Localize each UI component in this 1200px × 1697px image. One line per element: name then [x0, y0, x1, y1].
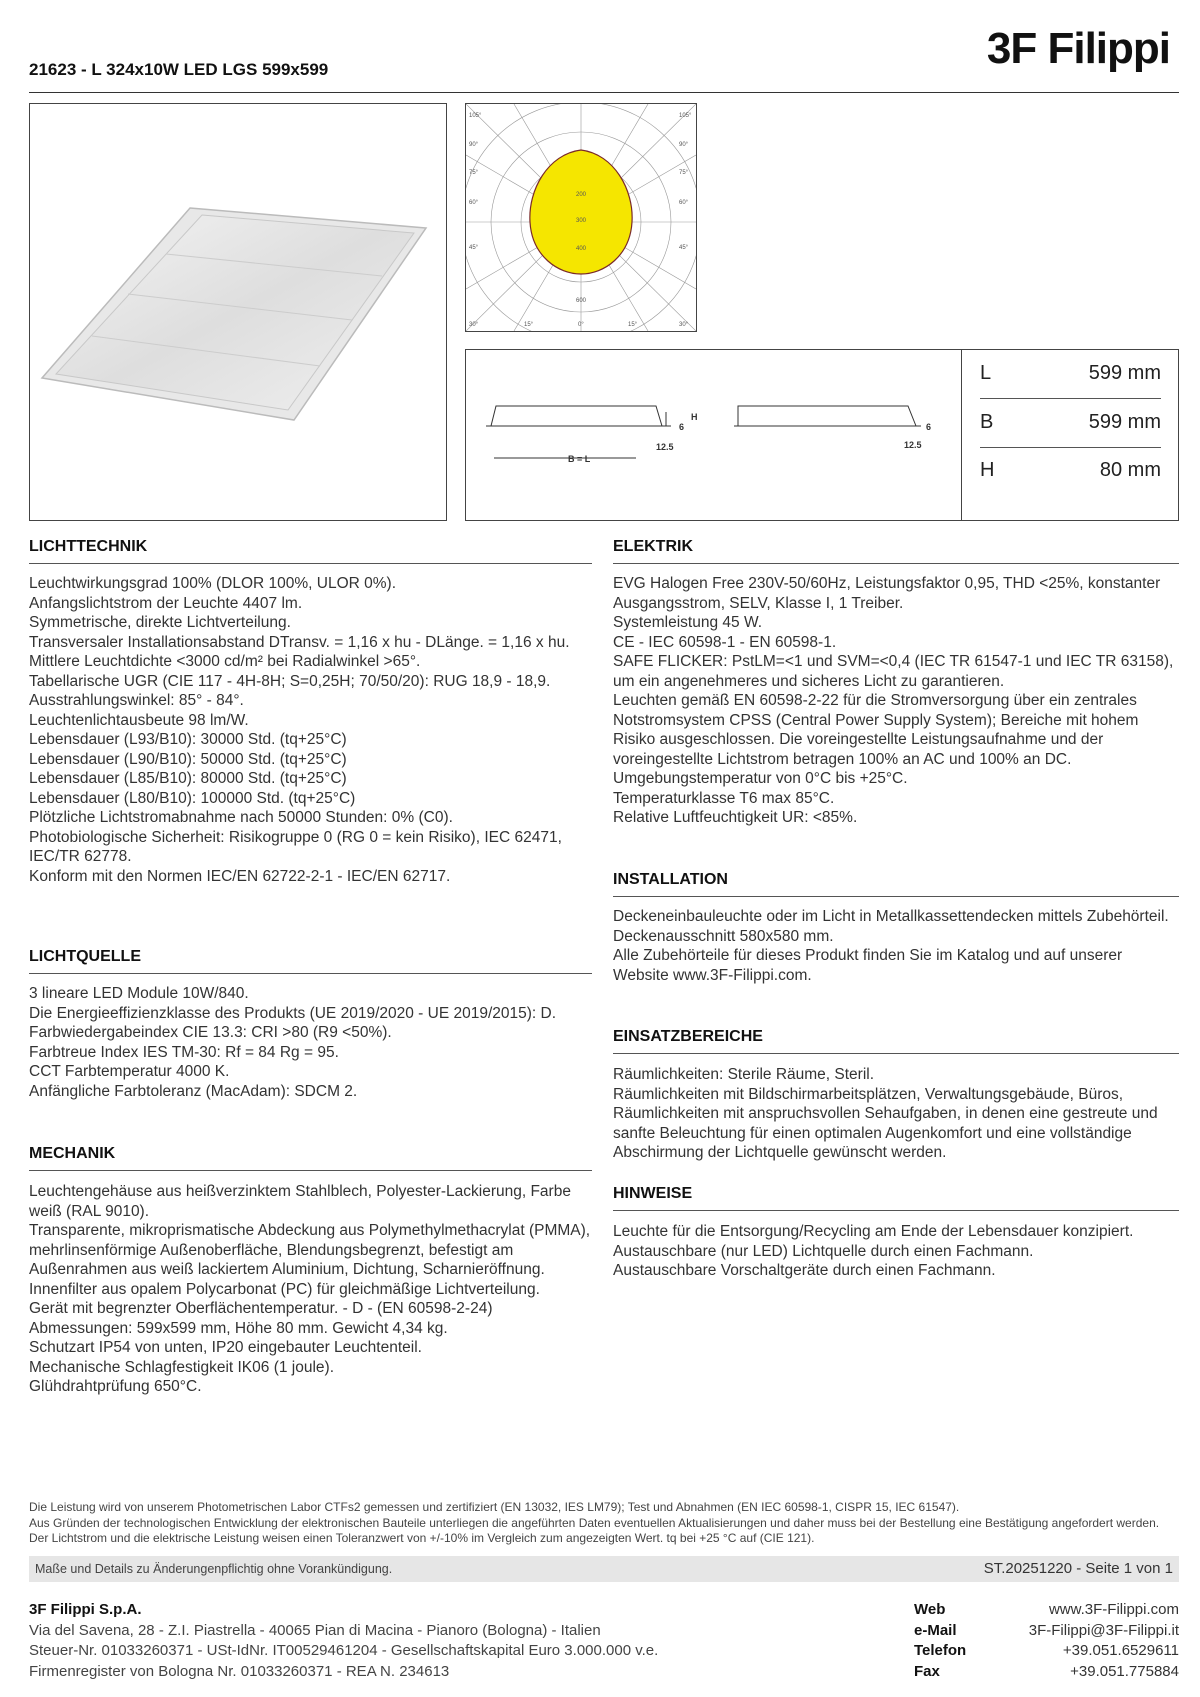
polar-right-label: 105°: [679, 113, 692, 119]
section-body-mechanik: [29, 1182, 592, 1397]
text-line: Leuchten gemäß EN 60598-2-22 für die Stromversorgung über ein zentrales Notstromsystem CPSS (Central Power Supply System); Bereiche mit hohem Risiko ausgeschlossen. Die voreingestellte Leistungsaufnahme und der voreingestellte Lichtstrom betragen 100% an AC und 100% an DC.: [613, 692, 1139, 768]
text-line: Gerät mit begrenzter Oberflächentemperatur. - D - (EN 60598-2-24): [29, 1300, 493, 1317]
text-line: Transparente, mikroprismatische Abdeckung aus Polymethylmethacrylat (PMMA), mehrlinsenförmige Außenoberfläche, Blendungsbegrenzt, befestigt am Außenrahmen aus weiß lackiertem Aluminium, Dichtung, Scharnieröffnung.: [29, 1222, 591, 1278]
text-line: Innenfilter aus opalem Polycarbonat (PC) für gleichmäßige Lichtverteilung.: [29, 1280, 540, 1298]
polar-bottom-label: 15°: [524, 322, 534, 328]
polar-right-label: 90°: [679, 142, 689, 148]
text-line: 3 lineare LED Module 10W/840.: [29, 985, 249, 1002]
text-line: Alle Zubehörteile für dieses Produkt finden Sie im Katalog und auf unserer Website www.3F-Filippi.com.: [613, 947, 1123, 984]
text-line: Umgebungstemperatur von 0°C bis +25°C.: [613, 770, 908, 787]
contact-row-fax: [914, 1662, 1179, 1683]
text-line: Systemleistung 45 W.: [613, 614, 763, 631]
dimension-row-h: [962, 447, 1179, 493]
section-title-lichtquelle: LICHTQUELLE: [29, 948, 141, 965]
section-body-lichttechnik: [29, 574, 592, 886]
text-line: Austauschbare Vorschaltgeräte durch einen Fachmann.: [613, 1262, 996, 1279]
text-line: Lebensdauer (L93/B10): 30000 Std. (tq+25°C): [29, 731, 347, 748]
dimension-key: L: [980, 362, 992, 384]
polar-chart: [466, 104, 696, 331]
revision-bar: [29, 1556, 1179, 1582]
section-body-lichtquelle: [29, 984, 592, 1101]
section-body-installation: [613, 907, 1179, 985]
polar-radial-label: 600: [576, 298, 587, 304]
contact-row-phone: [914, 1641, 1179, 1662]
contact-key: Web: [914, 1601, 946, 1618]
text-line: CE - IEC 60598-1 - EN 60598-1.: [613, 633, 837, 651]
company-address: Via del Savena, 28 - Z.I. Piastrella - 40065 Pian di Macina - Pianoro (Bologna) - Italien: [29, 1621, 601, 1639]
polar-radial-label: 200: [576, 192, 587, 198]
section-divider: [613, 1053, 1179, 1054]
text-line: Die Energieeffizienzklasse des Produkts (UE 2019/2020 - UE 2019/2015): D.: [29, 1004, 557, 1022]
footnote: [29, 1500, 1179, 1547]
text-line: Leuchtenlichtausbeute 98 lm/W.: [29, 711, 249, 729]
email-link[interactable]: 3F-Filippi@3F-Filippi.it: [1028, 1621, 1179, 1639]
text-line: Leuchtwirkungsgrad 100% (DLOR 100%, ULOR 0%).: [29, 575, 397, 592]
text-line: Räumlichkeiten: Sterile Räume, Steril.: [613, 1066, 875, 1083]
dimension-key: H: [980, 459, 995, 481]
section-title-elektrik: ELEKTRIK: [613, 538, 693, 555]
text-line: Austauschbare (nur LED) Lichtquelle durch einen Fachmann.: [613, 1242, 1034, 1260]
section-divider: [613, 563, 1179, 564]
text-line: Farbwiedergabeindex CIE 13.3: CRI >80 (R9 <50%).: [29, 1024, 392, 1041]
text-line: CCT Farbtemperatur 4000 K.: [29, 1063, 230, 1080]
contact-row-web: [914, 1600, 1179, 1621]
dim-label-h: H: [691, 412, 698, 422]
footnote-line: Aus Gründen der technologischen Entwicklung der elektronischen Bauteile unterliegen die angeführten Daten eventuellen Aktualisierungen und daher muss bei der Bestellung eine Bestätigung angefordert werden. Der Lichtstrom und die elektrische Leistung weisen einen Toleranzwert von +/-10% im Vergleich zum angezeigten Wert. tq bei +25 °C auf (CIE 121).: [29, 1515, 1160, 1545]
text-line: Mittlere Leuchtdichte <3000 cd/m² bei Radialwinkel >65°.: [29, 653, 421, 670]
text-line: Anfangslichtstrom der Leuchte 4407 lm.: [29, 594, 303, 612]
company-register: Firmenregister von Bologna Nr. 01033260371 - REA N. 234613: [29, 1662, 450, 1680]
cross-section-drawing: [466, 350, 956, 520]
polar-left-label: 105°: [469, 113, 482, 119]
section-divider: [29, 973, 592, 974]
dim-label-6-left: 6: [679, 422, 685, 432]
contact-row-email: [914, 1621, 1179, 1642]
text-line: Anfängliche Farbtoleranz (MacAdam): SDCM 2.: [29, 1082, 358, 1100]
section-title-installation: INSTALLATION: [613, 871, 728, 888]
company-tax: Steuer-Nr. 01033260371 - USt-IdNr. IT00529461204 - Gesellschaftskapital Euro 3.000.000 v.e.: [29, 1642, 659, 1659]
polar-bottom-label: 0°: [578, 322, 584, 328]
polar-right-label: 45°: [679, 245, 689, 251]
company-name: 3F Filippi S.p.A.: [29, 1601, 142, 1618]
polar-radial-label: 400: [576, 246, 587, 252]
company-logo: [987, 24, 1170, 74]
text-line: Ausstrahlungswinkel: 85° - 84°.: [29, 692, 244, 709]
section-body-hinweise: [613, 1222, 1179, 1281]
footnote-line: Die Leistung wird von unserem Photometrischen Labor CTFs2 gemessen und zertifiziert (EN 13032, IES LM79); Test und Abnahmen (EN IEC 60598-1, CISPR 15, IEC 61547).: [29, 1500, 960, 1514]
dimension-value: 599 mm: [1088, 411, 1161, 433]
dimension-row-b: [962, 399, 1179, 445]
polar-diagram: [465, 103, 697, 332]
text-line: EVG Halogen Free 230V-50/60Hz, Leistungsfaktor 0,95, THD <25%, konstanter Ausgangsstrom, SELV, Klasse I, 1 Treiber.: [613, 575, 1161, 612]
polar-left-label: 45°: [469, 245, 479, 251]
technical-drawing-box: [465, 349, 1179, 521]
polar-bottom-label: 30°: [469, 322, 479, 328]
text-line: Mechanische Schlagfestigkeit IK06 (1 joule).: [29, 1358, 334, 1376]
polar-left-label: 90°: [469, 142, 479, 148]
polar-left-label: 60°: [469, 200, 479, 206]
text-line: Deckenausschnitt 580x580 mm.: [613, 927, 834, 945]
section-body-einsatzbereiche: [613, 1065, 1179, 1163]
dimension-key: B: [980, 411, 994, 433]
text-line: Lebensdauer (L80/B10): 100000 Std. (tq+25°C): [29, 789, 356, 807]
polar-radial-label: 300: [576, 218, 587, 224]
text-line: Schutzart IP54 von unten, IP20 eingebauter Leuchtenteil.: [29, 1339, 422, 1356]
text-line: Räumlichkeiten mit Bildschirmarbeitsplätzen, Verwaltungsgebäude, Büros, Räumlichkeiten mit anspruchsvollen Sehaufgaben, in denen eine gestreute und sanfte Beleuchtung für einen optimalen Augenkomfort und eine vollständige Abschirmung der Lichtquelle gewünscht werden.: [613, 1085, 1158, 1161]
text-line: Leuchte für die Entsorgung/Recycling am Ende der Lebensdauer konzipiert.: [613, 1223, 1134, 1240]
section-title-hinweise: HINWEISE: [613, 1185, 693, 1202]
web-link[interactable]: www.3F-Filippi.com: [1048, 1601, 1179, 1618]
text-line: Transversaler Installationsabstand DTransv. = 1,16 x hu - DLänge. = 1,16 x hu.: [29, 633, 570, 651]
text-line: Lebensdauer (L85/B10): 80000 Std. (tq+25°C): [29, 770, 347, 787]
section-divider: [29, 563, 592, 564]
polar-right-label: 75°: [679, 170, 689, 176]
text-line: Temperaturklasse T6 max 85°C.: [613, 789, 835, 807]
dim-label-12-5-right: 12.5: [904, 440, 922, 450]
contact-key: Telefon: [914, 1642, 967, 1659]
text-line: Farbtreue Index IES TM-30: Rf = 84 Rg = 95.: [29, 1043, 339, 1061]
text-line: Lebensdauer (L90/B10): 50000 Std. (tq+25°C): [29, 750, 347, 768]
dimension-table: [961, 350, 1179, 520]
logo-text: 3F Filippi: [986, 24, 1170, 73]
text-line: Relative Luftfeuchtigkeit UR: <85%.: [613, 809, 858, 826]
section-title-einsatzbereiche: EINSATZBEREICHE: [613, 1028, 763, 1045]
phone-value: +39.051.6529611: [1062, 1642, 1179, 1659]
section-title-mechanik: MECHANIK: [29, 1145, 116, 1162]
text-line: SAFE FLICKER: PstLM=<1 und SVM=<0,4 (IEC TR 61547-1 und IEC TR 63158), um ein angenehmeres und sicheres Licht zu garantieren.: [613, 653, 1174, 690]
product-title: 21623 - L 324x10W LED LGS 599x599: [29, 60, 329, 79]
company-info: [29, 1600, 658, 1682]
text-line: Glühdrahtprüfung 650°C.: [29, 1378, 202, 1395]
dimension-row-l: [962, 350, 1179, 396]
text-line: Konform mit den Normen IEC/EN 62722-2-1 - IEC/EN 62717.: [29, 867, 451, 885]
disclaimer-text: Maße und Details zu Änderungenpflichtig ohne Vorankündigung.: [35, 1562, 393, 1576]
text-line: Symmetrische, direkte Lichtverteilung.: [29, 614, 291, 631]
panel-illustration: [30, 104, 446, 520]
polar-bottom-label: 15°: [628, 322, 638, 328]
dim-label-12-5-left: 12.5: [656, 442, 674, 452]
dim-label-b-l: B = L: [568, 454, 591, 464]
header-divider: [29, 92, 1179, 93]
contact-list: [914, 1600, 1179, 1682]
text-line: Plötzliche Lichtstromabnahme nach 50000 Stunden: 0% (C0).: [29, 809, 453, 826]
text-line: Tabellarische UGR (CIE 117 - 4H-8H; S=0,25H; 70/50/20): RUG 18,9 - 18,9.: [29, 672, 551, 690]
section-divider: [613, 896, 1179, 897]
dim-label-6-right: 6: [926, 422, 932, 432]
section-body-elektrik: [613, 574, 1179, 828]
text-line: Abmessungen: 599x599 mm, Höhe 80 mm. Gewicht 4,34 kg.: [29, 1319, 448, 1337]
page-info: ST.20251220 - Seite 1 von 1: [983, 1560, 1173, 1577]
dimension-value: 80 mm: [1099, 459, 1161, 481]
section-divider: [613, 1210, 1179, 1211]
text-line: Leuchtengehäuse aus heißverzinktem Stahlblech, Polyester-Lackierung, Farbe weiß (RAL 9010).: [29, 1183, 571, 1220]
product-image: [29, 103, 447, 521]
section-divider: [29, 1170, 592, 1171]
fax-value: +39.051.775884: [1070, 1662, 1179, 1680]
polar-left-label: 75°: [469, 170, 479, 176]
text-line: Deckeneinbauleuchte oder im Licht in Metallkassettendecken mittels Zubehörteil.: [613, 908, 1169, 925]
polar-right-label: 60°: [679, 200, 689, 206]
text-line: Photobiologische Sicherheit: Risikogruppe 0 (RG 0 = kein Risiko), IEC 62471, IEC/TR 62778.: [29, 828, 562, 865]
contact-key: Fax: [914, 1662, 940, 1680]
dimension-value: 599 mm: [1088, 362, 1161, 384]
contact-key: e-Mail: [914, 1621, 957, 1639]
polar-bottom-label: 30°: [679, 322, 689, 328]
section-title-lichttechnik: LICHTTECHNIK: [29, 538, 148, 555]
